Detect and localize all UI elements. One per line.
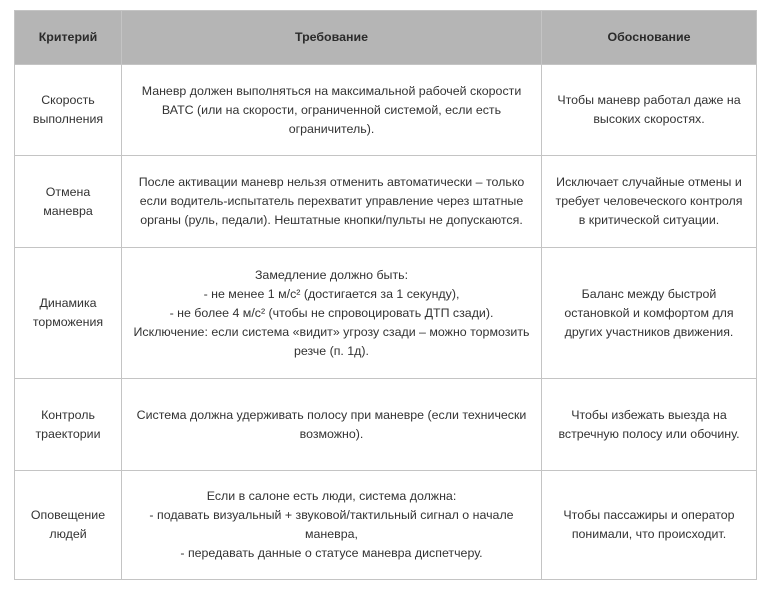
- requirement-line: Исключение: если система «видит» угрозу сзади – можно тормозить резче (п. 1д).: [133, 324, 530, 358]
- requirement-line: Если в салоне есть люди, система должна:: [206, 489, 457, 503]
- table-row: [15, 65, 757, 156]
- table-row: [15, 248, 757, 379]
- requirement-line: - не более 4 м/с² (чтобы не спровоцировать ДТП сзади).: [169, 305, 494, 320]
- requirement-line: - передавать данные о статусе маневра диспетчеру.: [180, 546, 483, 560]
- rationale-cell: Чтобы пассажиры и оператор понимали, что происходит.: [542, 471, 757, 580]
- criterion-cell: Динамика торможения: [15, 248, 122, 379]
- table-row: [15, 379, 757, 471]
- rationale-cell: Чтобы избежать выезда на встречную полосу или обочину.: [542, 379, 757, 471]
- requirement-line: - подавать визуальный + звуковой/тактильный сигнал о начале маневра,: [149, 508, 514, 541]
- criterion-cell: Оповещение людей: [15, 471, 122, 580]
- rationale-cell: Баланс между быстрой остановкой и комфортом для других участников движения.: [542, 248, 757, 379]
- table-row: [15, 156, 757, 248]
- table-header-row: [15, 11, 757, 65]
- requirement-line: - не менее 1 м/с² (достигается за 1 секунду),: [203, 286, 460, 301]
- requirements-table-container: [14, 10, 756, 580]
- requirements-table: [14, 10, 757, 580]
- requirement-line: Маневр должен выполняться на максимальной рабочей скорости ВАТС (или на скорости, ограниченной системой, если есть ограничитель).: [141, 83, 522, 136]
- criterion-cell: Контроль траектории: [15, 379, 122, 471]
- requirement-cell: [122, 156, 542, 248]
- requirement-cell: [122, 65, 542, 156]
- requirement-line: Система должна удерживать полосу при маневре (если технически возможно).: [136, 407, 527, 441]
- requirement-line: После активации маневр нельзя отменить автоматически – только если водитель-испытатель перехватит управление через штатные органы (руль, педали). Нештатные кнопки/пульты не допускаются.: [138, 175, 525, 227]
- header-criterion: Критерий: [15, 11, 122, 65]
- requirement-cell: [122, 248, 542, 379]
- rationale-cell: Исключает случайные отмены и требует человеческого контроля в критической ситуации.: [542, 156, 757, 248]
- requirement-cell: [122, 471, 542, 580]
- criterion-cell: Отмена маневра: [15, 156, 122, 248]
- criterion-cell: Скорость выполнения: [15, 65, 122, 156]
- rationale-cell: Чтобы маневр работал даже на высоких скоростях.: [542, 65, 757, 156]
- header-rationale: Обоснование: [542, 11, 757, 65]
- table-row: [15, 471, 757, 580]
- requirement-cell: [122, 379, 542, 471]
- header-requirement: Требование: [122, 11, 542, 65]
- requirement-line: Замедление должно быть:: [254, 267, 409, 282]
